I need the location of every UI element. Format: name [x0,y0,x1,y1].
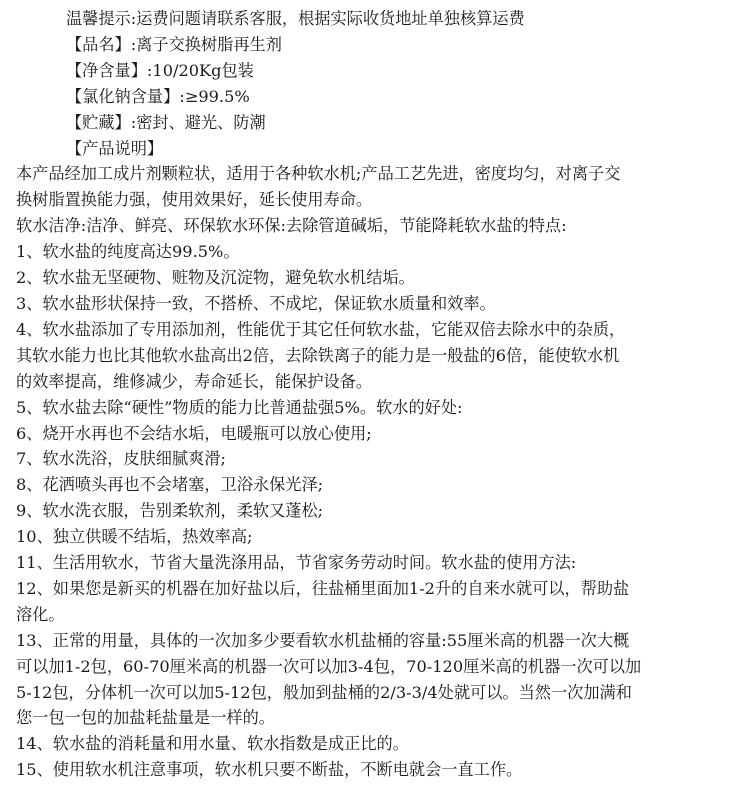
list-item [16,472,734,498]
list-item [16,265,734,291]
list-item-line: 15、使用软水机注意事项，软水机只要不断盐，不断电就会一直工作。 [16,760,523,780]
list-item-line: 溶化。 [16,604,65,624]
list-item [16,291,734,317]
list-item-line: 您一包一包的加盐耗盐量是一样的。 [16,708,275,728]
list-item-line: 13、正常的用量，具体的一次加多少要看软水机盐桶的容量:55厘米高的机器一次大概 [16,630,630,650]
list-item-line: 5、软水盐去除“硬性”物质的能力比普通盐强5%。软水的好处: [16,397,463,417]
net-content: 【净含量】:10/20Kg包装 [66,60,254,80]
list-item-line: 的效率提高，维修减少，寿命延长，能保护设备。 [16,371,373,391]
list-item-line: 5-12包，分体机一次可以加5-12包，般加到盐桶的2/3-3/4处就可以。当然一次加满和 [16,682,632,702]
list-item [16,421,734,447]
list-item-line: 10、独立供暖不结垢，热效率高; [16,527,253,547]
list-item-line: 9、软水洗衣服，告别柔软剂，柔软又蓬松; [16,501,324,521]
description-line: 本产品经加工成片剂颗粒状，适用于各种软水机;产品工艺先进，密度均匀，对离子交 [16,164,621,184]
sodium-chloride-content: 【氯化钠含量】:≥99.5% [66,86,250,106]
list-item-line: 2、软水盐无坚硬物、赃物及沉淀物，避免软水机结垢。 [16,268,415,288]
list-item [16,498,734,524]
feature-list [16,239,734,783]
product-name: 【品名】:离子交换树脂再生剂 [66,34,282,54]
list-item-line: 可以加1-2包，60-70厘米高的机器一次可以加3-4包，70-120厘米高的机器一次可以加 [16,656,642,676]
list-item-line: 4、软水盐添加了专用添加剂，性能优于其它任何软水盐，它能双倍去除水中的杂质， [16,319,626,339]
list-item [16,757,734,783]
shipping-notice: 温馨提示:运费问题请联系客服，根据实际收货地址单独核算运费 [66,9,525,28]
list-item [16,524,734,550]
list-item-line: 11、生活用软水，节省大量洗涤用品，节省家务劳动时间。软水盐的使用方法: [16,553,577,573]
list-item-line: 12、如果您是新买的机器在加好盐以后，往盐桶里面加1-2升的自来水就可以，帮助盐 [16,578,630,598]
list-item-line: 3、软水盐形状保持一致，不搭桥、不成坨，保证软水质量和效率。 [16,293,496,313]
description-heading: 【产品说明】 [66,138,164,158]
list-item-line: 7、软水洗浴，皮肤细腻爽滑; [16,449,227,469]
list-item [16,731,734,757]
storage-conditions: 【贮藏】:密封、避光、防潮 [66,112,266,132]
list-item [16,576,734,628]
list-item [16,239,734,265]
list-item-line: 14、软水盐的消耗量和用水量、软水指数是成正比的。 [16,734,409,754]
description-line: 换树脂置换能力强，使用效果好，延长使用寿命。 [16,190,373,210]
list-item [16,446,734,472]
list-item-line: 1、软水盐的纯度高达99.5%。 [16,242,240,262]
list-item [16,317,734,395]
list-item-line: 其软水能力也比其他软水盐高出2倍，去除铁离子的能力是一般盐的6倍，能使软水机 [16,345,620,365]
list-item-line: 8、花洒喷头再也不会堵塞，卫浴永保光泽; [16,475,324,495]
list-item [16,628,734,732]
list-item [16,550,734,576]
list-item-line: 6、烧开水再也不会结水垢，电暖瓶可以放心使用; [16,423,372,443]
list-item [16,395,734,421]
features-intro: 软水洁净:洁净、鲜亮、环保软水环保:去除管道碱垢，节能降耗软水盐的特点: [16,216,567,236]
